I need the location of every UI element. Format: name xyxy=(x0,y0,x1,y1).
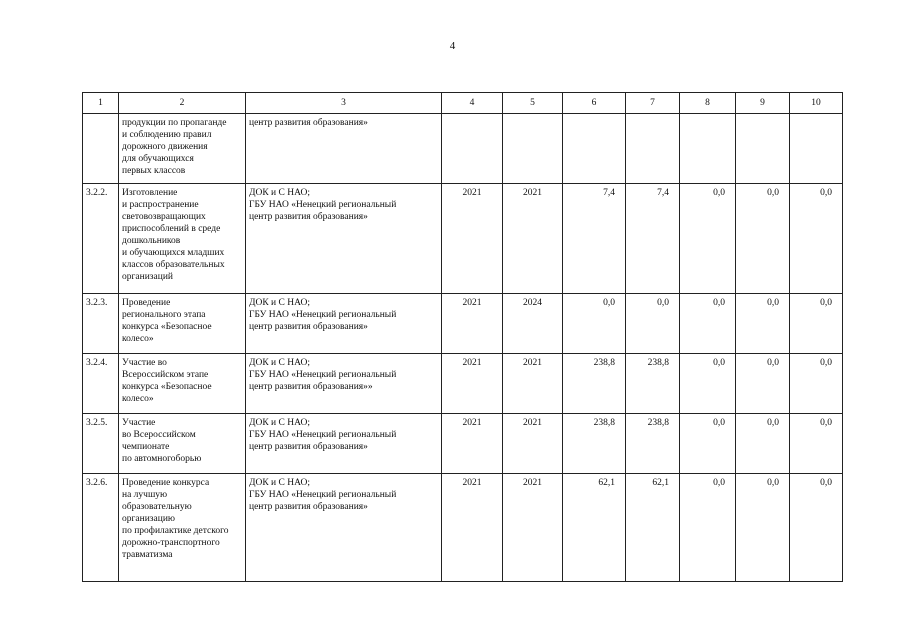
table-cell-v7: 0,0 xyxy=(626,294,680,354)
table-row xyxy=(83,294,843,354)
table-row xyxy=(83,114,843,184)
page-number: 4 xyxy=(449,40,456,52)
table-cell-v6: 7,4 xyxy=(563,184,626,294)
table-cell-name: Участие во Всероссийском этапе конкурса «Безопасное колесо» xyxy=(119,354,246,414)
table-cell-name: Проведение регионального этапа конкурса «Безопасное колесо» xyxy=(119,294,246,354)
column-header: 10 xyxy=(790,93,843,114)
table-cell-v6: 62,1 xyxy=(563,474,626,582)
table-header-row xyxy=(83,93,843,114)
table-cell-v10: 0,0 xyxy=(790,414,843,474)
table-cell-executor: ДОК и С НАО; ГБУ НАО «Ненецкий региональный центр развития образования» xyxy=(246,474,442,582)
table-cell-v8: 0,0 xyxy=(680,414,736,474)
table-cell-executor: ДОК и С НАО; ГБУ НАО «Ненецкий региональный центр развития образования» xyxy=(246,294,442,354)
table-cell-v7: 62,1 xyxy=(626,474,680,582)
table-cell-v6: 0,0 xyxy=(563,294,626,354)
table-cell-start: 2021 xyxy=(442,474,503,582)
table-cell-num xyxy=(83,114,119,184)
table-row xyxy=(83,414,843,474)
table-row xyxy=(83,354,843,414)
table-cell-v8: 0,0 xyxy=(680,294,736,354)
column-header: 4 xyxy=(442,93,503,114)
table-row xyxy=(83,184,843,294)
table-cell-v9: 0,0 xyxy=(736,474,790,582)
table-cell-executor: ДОК и С НАО; ГБУ НАО «Ненецкий региональный центр развития образования» xyxy=(246,414,442,474)
table-cell-name: продукции по пропаганде и соблюдению правил дорожного движения для обучающихся первых классов xyxy=(119,114,246,184)
program-table xyxy=(82,92,843,582)
table-cell-v10 xyxy=(790,114,843,184)
column-header: 2 xyxy=(119,93,246,114)
table-cell-v7: 7,4 xyxy=(626,184,680,294)
table-cell-v8: 0,0 xyxy=(680,354,736,414)
table-cell-name: Изготовление и распространение световозвращающих приспособлений в среде дошкольников и обучающихся младших классов образовательных организаций xyxy=(119,184,246,294)
table-cell-end: 2024 xyxy=(503,294,563,354)
table-cell-start: 2021 xyxy=(442,354,503,414)
table-cell-v7: 238,8 xyxy=(626,354,680,414)
table-cell-end: 2021 xyxy=(503,184,563,294)
table-cell-v8 xyxy=(680,114,736,184)
table-cell-v8: 0,0 xyxy=(680,184,736,294)
table-cell-num: 3.2.3. xyxy=(83,294,119,354)
column-header: 1 xyxy=(83,93,119,114)
table-cell-end: 2021 xyxy=(503,414,563,474)
column-header: 5 xyxy=(503,93,563,114)
table-cell-name: Проведение конкурса на лучшую образовательную организацию по профилактике детского дорожно-транспортного травматизма xyxy=(119,474,246,582)
table-cell-executor: ДОК и С НАО; ГБУ НАО «Ненецкий региональный центр развития образования»» xyxy=(246,354,442,414)
table-cell-executor: ДОК и С НАО; ГБУ НАО «Ненецкий региональный центр развития образования» xyxy=(246,184,442,294)
column-header: 7 xyxy=(626,93,680,114)
table-cell-v9: 0,0 xyxy=(736,184,790,294)
table-cell-v10: 0,0 xyxy=(790,184,843,294)
table-cell-end: 2021 xyxy=(503,474,563,582)
table-cell-v7 xyxy=(626,114,680,184)
table-cell-num: 3.2.5. xyxy=(83,414,119,474)
table-cell-num: 3.2.2. xyxy=(83,184,119,294)
table-cell-num: 3.2.6. xyxy=(83,474,119,582)
table-cell-name: Участие во Всероссийском чемпионате по автомногоборью xyxy=(119,414,246,474)
table-cell-v6: 238,8 xyxy=(563,414,626,474)
table-cell-v7: 238,8 xyxy=(626,414,680,474)
table-cell-start xyxy=(442,114,503,184)
table-cell-end: 2021 xyxy=(503,354,563,414)
table-cell-v9: 0,0 xyxy=(736,414,790,474)
table-cell-start: 2021 xyxy=(442,294,503,354)
table-cell-v6: 238,8 xyxy=(563,354,626,414)
table-cell-executor: центр развития образования» xyxy=(246,114,442,184)
column-header: 3 xyxy=(246,93,442,114)
column-header: 9 xyxy=(736,93,790,114)
table-cell-v9: 0,0 xyxy=(736,354,790,414)
table-cell-v10: 0,0 xyxy=(790,474,843,582)
column-header: 6 xyxy=(563,93,626,114)
table-cell-v10: 0,0 xyxy=(790,294,843,354)
table-cell-v6 xyxy=(563,114,626,184)
column-header: 8 xyxy=(680,93,736,114)
table-cell-v10: 0,0 xyxy=(790,354,843,414)
table-cell-end xyxy=(503,114,563,184)
table-cell-start: 2021 xyxy=(442,414,503,474)
table-cell-start: 2021 xyxy=(442,184,503,294)
table-cell-num: 3.2.4. xyxy=(83,354,119,414)
table-cell-v8: 0,0 xyxy=(680,474,736,582)
table-row xyxy=(83,474,843,582)
table-cell-v9 xyxy=(736,114,790,184)
table-cell-v9: 0,0 xyxy=(736,294,790,354)
